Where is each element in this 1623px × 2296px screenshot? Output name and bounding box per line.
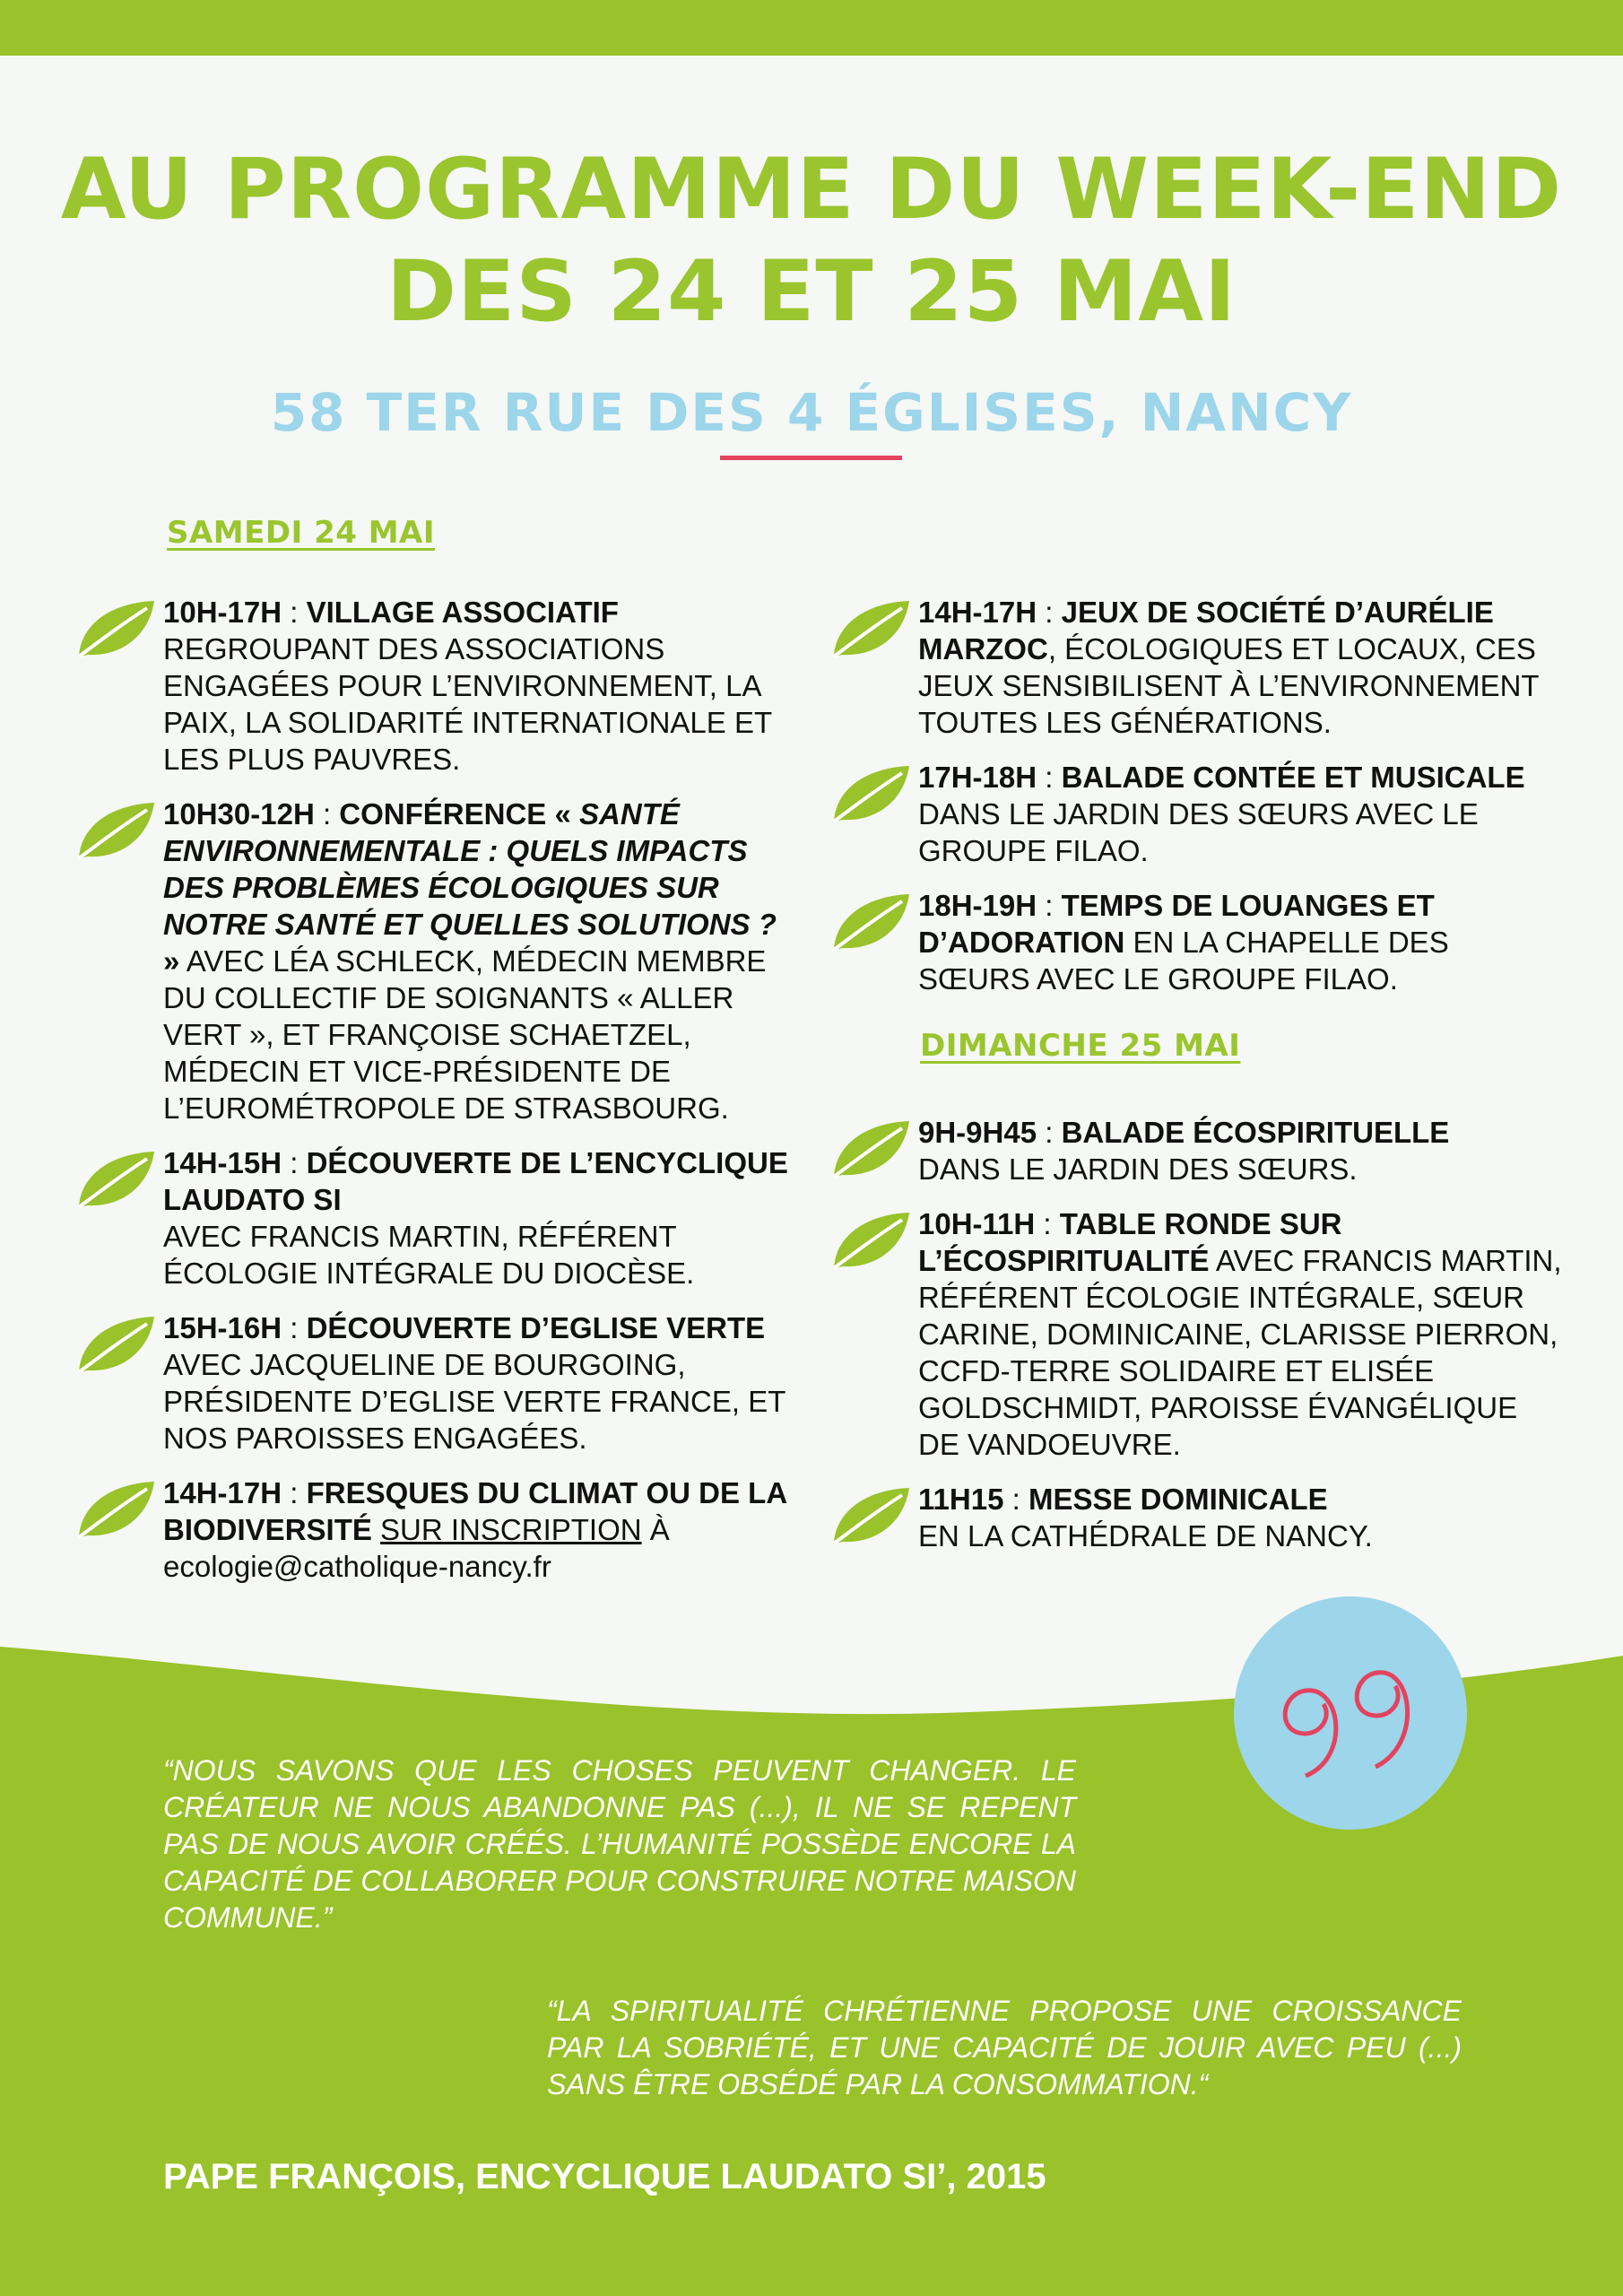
program-item bbox=[830, 1114, 1566, 1187]
item-desc: AVEC JACQUELINE DE BOURGOING, PRÉSIDENTE D’EGLISE VERTE FRANCE, ET NOS PAROISSES ENGAGÉES. bbox=[163, 1348, 785, 1455]
item-desc: , ÉCOLOGIQUES ET LOCAUX, CES JEUX SENSIBILISENT À L’ENVIRONNEMENT TOUTES LES GÉNÉRATIONS. bbox=[918, 632, 1539, 739]
quote-signature: PAPE FRANÇOIS, ENCYCLIQUE LAUDATO SI’, 2015 bbox=[163, 2157, 1046, 2196]
item-time: 18H-19H bbox=[918, 889, 1037, 922]
saturday-right-column bbox=[830, 594, 1566, 1015]
title-line-1: AU PROGRAMME DU WEEK-END bbox=[60, 141, 1563, 239]
item-time: 17H-18H bbox=[918, 761, 1037, 794]
quote-2: “LA SPIRITUALITÉ CHRÉTIENNE PROPOSE UNE CROISSANCE PAR LA SOBRIÉTÉ, ET UNE CAPACITÉ DE JOUIR AVEC PEU (...) SANS ÊTRE OBSÉDÉ PAR LA CONSOMMATION.“ bbox=[547, 1995, 1462, 2100]
leaf-icon bbox=[75, 597, 156, 660]
title-line-2: DES 24 ET 25 MAI bbox=[386, 243, 1237, 341]
item-title: BALADE ÉCOSPIRITUELLE bbox=[1061, 1116, 1450, 1149]
program-item bbox=[75, 594, 802, 778]
item-desc: DANS LE JARDIN DES SŒURS. bbox=[918, 1152, 1358, 1186]
leaf-icon bbox=[830, 1209, 911, 1272]
item-sep: : bbox=[1037, 596, 1062, 629]
leaf-icon bbox=[830, 1484, 911, 1547]
program-item bbox=[830, 1481, 1566, 1554]
item-sep: : bbox=[1003, 1483, 1028, 1516]
address: 58 TER RUE DES 4 ÉGLISES, NANCY bbox=[270, 382, 1353, 443]
item-sep: : bbox=[1037, 761, 1062, 794]
item-sep: : bbox=[314, 797, 340, 831]
quote-1: “NOUS SAVONS QUE LES CHOSES PEUVENT CHANGER. LE CRÉATEUR NE NOUS ABANDONNE PAS (...), IL NE SE REPENT PAS DE NOUS AVOIR CRÉÉS. L’HUMANITÉ POSSÈDE ENCORE LA CAPACITÉ DE COLLABORER POUR CONSTRUIRE NOTRE MAISON COMMUNE.” bbox=[163, 1754, 1076, 1934]
item-sep: : bbox=[282, 1146, 307, 1179]
item-desc: EN LA CATHÉDRALE DE NANCY. bbox=[918, 1519, 1373, 1552]
item-title: DÉCOUVERTE DE L’ENCYCLIQUE LAUDATO SI bbox=[163, 1146, 788, 1216]
item-time: 14H-17H bbox=[918, 596, 1037, 629]
item-desc: EN LA CHAPELLE DES SŒURS AVEC LE GROUPE FILAO. bbox=[918, 926, 1449, 996]
item-desc: REGROUPANT DES ASSOCIATIONS ENGAGÉES POUR L’ENVIRONNEMENT, LA PAIX, LA SOLIDARITÉ INTERNATIONALE ET LES PLUS PAUVRES. bbox=[163, 632, 772, 776]
item-title: CONFÉRENCE « bbox=[339, 797, 571, 831]
program-item bbox=[830, 594, 1566, 741]
leaf-icon bbox=[830, 891, 911, 953]
item-sep: : bbox=[1037, 889, 1062, 922]
item-desc: AVEC FRANCIS MARTIN, RÉFÉRENT ÉCOLOGIE INTÉGRALE, SŒUR CARINE, DOMINICAINE, CLARISSE PIERRON, CCFD-TERRE SOLIDAIRE ET ELISÉE GOLDSCHMIDT, PAROISSE ÉVANGÉLIQUE DE VANDOEUVRE. bbox=[918, 1244, 1562, 1461]
address-underline-divider bbox=[720, 456, 902, 460]
item-title: MESSE DOMINICALE bbox=[1028, 1483, 1328, 1516]
email-link[interactable]: ecologie@catholique-nancy.fr bbox=[163, 1550, 551, 1583]
leaf-icon bbox=[830, 597, 911, 660]
leaf-icon bbox=[75, 799, 156, 862]
quote-marks-icon bbox=[1234, 1596, 1467, 1830]
item-title: JEUX DE SOCIÉTÉ D’AURÉLIE MARZOC bbox=[918, 596, 1494, 665]
registration-link[interactable]: SUR INSCRIPTION bbox=[380, 1513, 642, 1546]
program-item bbox=[830, 887, 1566, 997]
saturday-heading: SAMEDI 24 MAI bbox=[167, 515, 436, 551]
item-italic-title: SANTÉ ENVIRONNEMENTALE : QUELS IMPACTS DES PROBLÈMES ÉCOLOGIQUES SUR NOTRE SANTÉ ET QUELLES SOLUTIONS ? bbox=[163, 797, 777, 941]
item-time: 14H-17H bbox=[163, 1476, 282, 1509]
top-green-bar bbox=[0, 0, 1623, 56]
item-time: 11H15 bbox=[918, 1483, 1004, 1516]
program-item bbox=[830, 1205, 1566, 1463]
item-time: 10H30-12H bbox=[163, 797, 315, 831]
program-item bbox=[75, 1309, 802, 1457]
item-title: VILLAGE ASSOCIATIF bbox=[306, 596, 619, 629]
item-desc: AVEC FRANCIS MARTIN, RÉFÉRENT ÉCOLOGIE INTÉGRALE DU DIOCÈSE. bbox=[163, 1220, 695, 1290]
item-title: DÉCOUVERTE D’EGLISE VERTE bbox=[306, 1311, 766, 1344]
item-time: 14H-15H bbox=[163, 1146, 282, 1179]
item-time: 9H-9H45 bbox=[918, 1116, 1037, 1149]
sunday-column bbox=[830, 1114, 1566, 1572]
item-title: FRESQUES DU CLIMAT OU DE LA BIODIVERSITÉ bbox=[163, 1476, 786, 1546]
item-sep: : bbox=[282, 1476, 307, 1509]
leaf-icon bbox=[830, 1118, 911, 1180]
page-title bbox=[0, 139, 1623, 344]
item-time: 10H-17H bbox=[163, 596, 282, 629]
program-item bbox=[75, 1144, 802, 1292]
item-sep: : bbox=[282, 1311, 307, 1344]
item-time: 10H-11H bbox=[918, 1207, 1036, 1240]
item-sep: : bbox=[282, 596, 307, 629]
item-title: TEMPS DE LOUANGES ET D’ADORATION bbox=[918, 889, 1435, 959]
leaf-icon bbox=[75, 1148, 156, 1211]
leaf-icon bbox=[75, 1313, 156, 1376]
item-desc: AVEC LÉA SCHLECK, MÉDECIN MEMBRE DU COLLECTIF DE SOIGNANTS « ALLER VERT », ET FRANÇOISE SCHAETZEL, MÉDECIN ET VICE-PRÉSIDENTE DE L’EUROMÉTROPOLE DE STRASBOURG. bbox=[163, 944, 767, 1125]
item-title-close: » bbox=[163, 944, 180, 978]
sunday-heading: DIMANCHE 25 MAI bbox=[920, 1028, 1241, 1064]
item-sep: : bbox=[1035, 1207, 1060, 1240]
program-item bbox=[75, 1474, 802, 1585]
item-desc: DANS LE JARDIN DES SŒURS AVEC LE GROUPE FILAO. bbox=[918, 797, 1479, 867]
item-sep: : bbox=[1037, 1116, 1062, 1149]
item-after-link: À bbox=[649, 1513, 670, 1546]
leaf-icon bbox=[830, 762, 911, 825]
program-item bbox=[830, 759, 1566, 869]
item-title: BALADE CONTÉE ET MUSICALE bbox=[1061, 761, 1525, 794]
item-time: 15H-16H bbox=[163, 1311, 282, 1344]
leaf-icon bbox=[75, 1478, 156, 1541]
program-item bbox=[75, 796, 802, 1126]
item-title: TABLE RONDE SUR L’ÉCOSPIRITUALITÉ bbox=[918, 1207, 1342, 1277]
saturday-left-column bbox=[75, 594, 802, 1603]
